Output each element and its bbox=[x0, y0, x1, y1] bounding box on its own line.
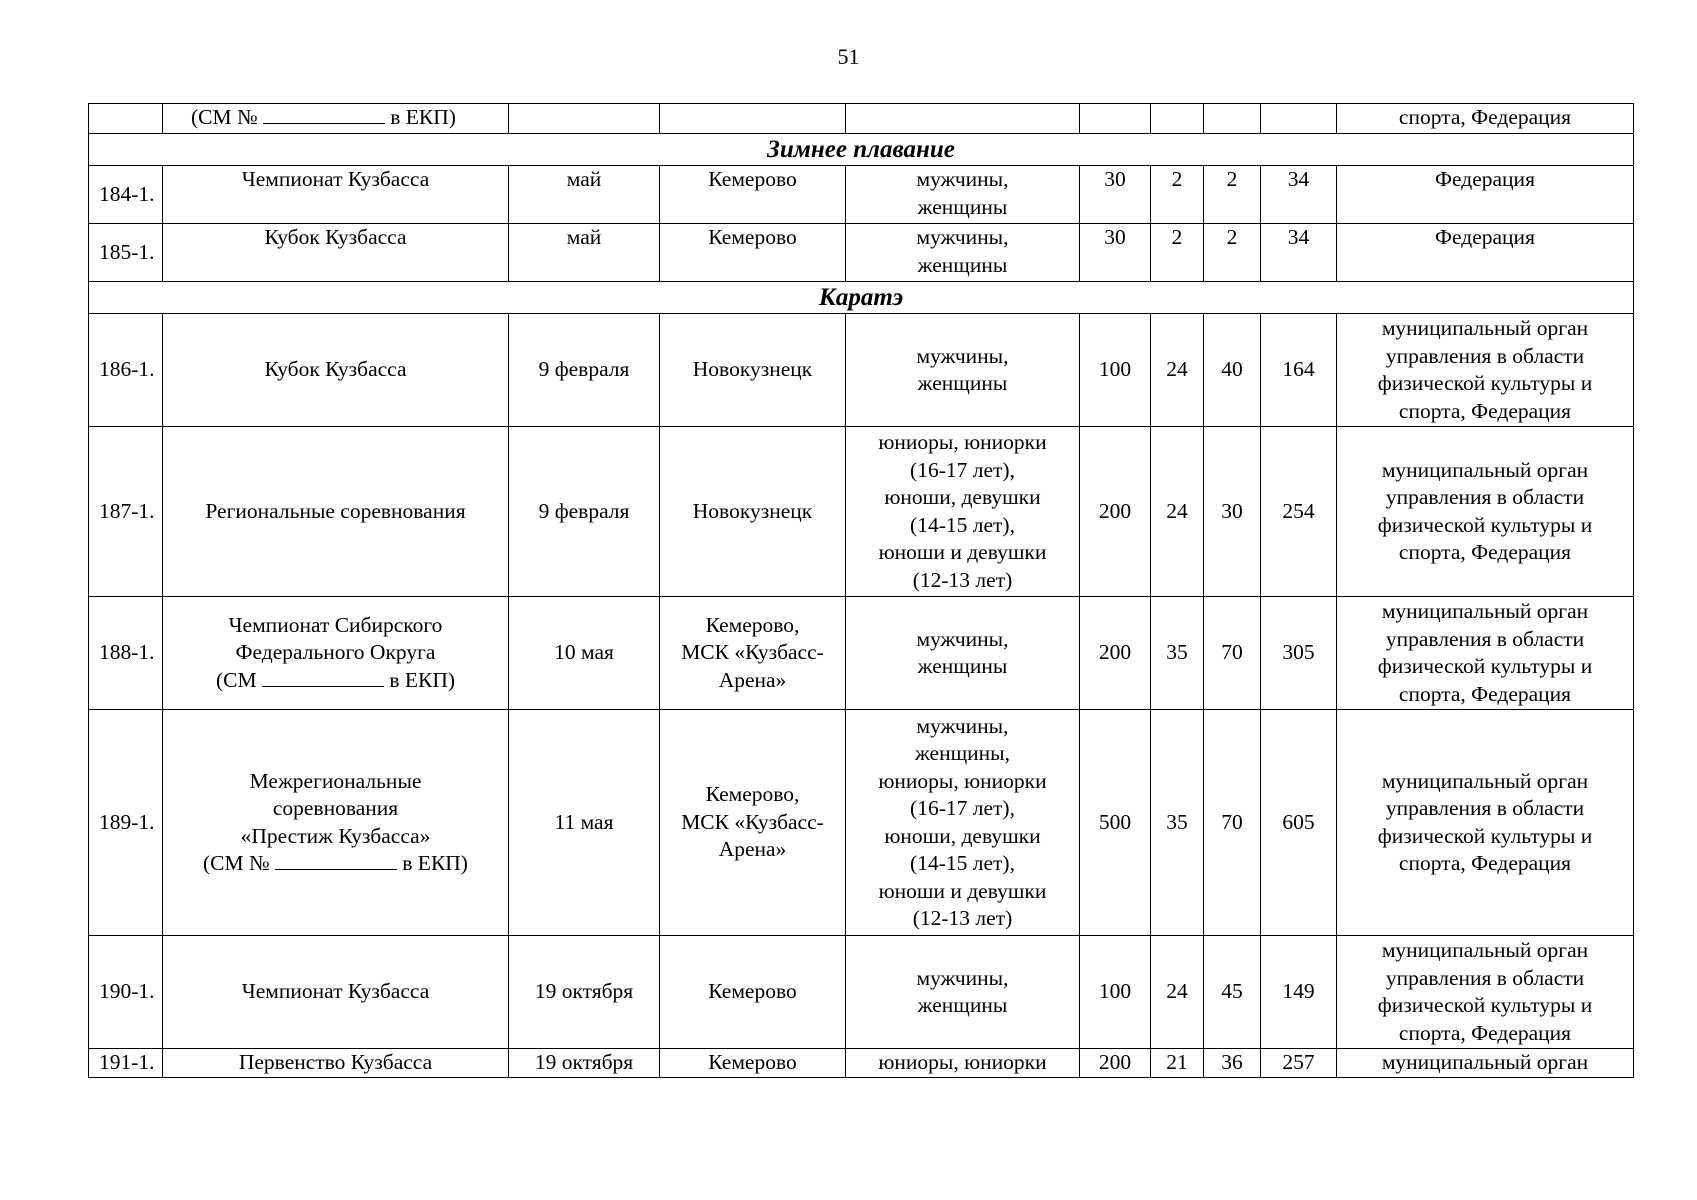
cell-athletes: 100 bbox=[1080, 936, 1151, 1049]
cell-name bbox=[163, 710, 509, 936]
participants-line: женщины bbox=[917, 993, 1008, 1017]
page-number: 51 bbox=[837, 44, 860, 69]
participants-line: юноши, девушки bbox=[884, 823, 1041, 848]
organizer-line: Федерация bbox=[1435, 225, 1535, 249]
table-body bbox=[89, 104, 1634, 1078]
cell-total: 34 bbox=[1261, 224, 1337, 282]
cell-num: 191-1. bbox=[89, 1049, 163, 1078]
cell-date: 9 февраля bbox=[509, 314, 660, 427]
cell-judges: 45 bbox=[1204, 936, 1261, 1049]
cell-participants bbox=[846, 936, 1080, 1049]
cell-organizer bbox=[1337, 710, 1634, 936]
cell-name bbox=[163, 104, 509, 134]
cell-organizer bbox=[1337, 427, 1634, 597]
cm-prefix: (СМ № bbox=[203, 851, 270, 875]
participants-line: мужчины, bbox=[916, 626, 1009, 651]
cell-participants bbox=[846, 427, 1080, 597]
cell-place bbox=[660, 104, 846, 134]
cell-participants bbox=[846, 1049, 1080, 1078]
organizer-line: спорта, Федерация bbox=[1398, 540, 1572, 564]
cell-judges: 40 bbox=[1204, 314, 1261, 427]
participants-line: женщины bbox=[917, 371, 1008, 395]
name-line: соревнования bbox=[272, 796, 399, 820]
cell-place bbox=[660, 597, 846, 710]
cell-place: Кемерово bbox=[660, 936, 846, 1049]
cell-total: 257 bbox=[1261, 1049, 1337, 1078]
participants-line: (14-15 лет), bbox=[910, 851, 1015, 875]
cell-coaches: 24 bbox=[1151, 314, 1204, 427]
cell-athletes: 500 bbox=[1080, 710, 1151, 936]
cell-organizer bbox=[1337, 1049, 1634, 1078]
name-line: Федерального Округа bbox=[235, 640, 436, 665]
participants-line: мужчины, bbox=[916, 713, 1009, 738]
cell-date: май bbox=[509, 166, 660, 224]
table-row bbox=[89, 936, 1634, 1049]
cell-total: 149 bbox=[1261, 936, 1337, 1049]
cell-date: 9 февраля bbox=[509, 427, 660, 597]
section-title: Зимнее плавание bbox=[89, 134, 1634, 166]
cell-coaches: 24 bbox=[1151, 936, 1204, 1049]
cm-suffix: в ЕКП) bbox=[402, 851, 468, 875]
organizer-line: управления в области bbox=[1385, 965, 1585, 990]
table-row bbox=[89, 1049, 1634, 1078]
organizer-line: физической культуры и bbox=[1377, 654, 1593, 678]
cell-athletes: 30 bbox=[1080, 166, 1151, 224]
place-line: Арена» bbox=[718, 837, 787, 862]
cell-judges bbox=[1204, 104, 1261, 134]
cell-name: Первенство Кузбасса bbox=[163, 1049, 509, 1078]
cm-suffix: в ЕКП) bbox=[390, 105, 456, 129]
participants-line: мужчины, bbox=[916, 343, 1009, 368]
cell-num: 190-1. bbox=[89, 936, 163, 1049]
cell-total: 164 bbox=[1261, 314, 1337, 427]
participants-line: женщины bbox=[917, 194, 1008, 219]
participants-line: (14-15 лет), bbox=[910, 512, 1015, 537]
cell-judges: 36 bbox=[1204, 1049, 1261, 1078]
cell-place: Кемерово bbox=[660, 1049, 846, 1078]
place-line: МСК «Кузбасс- bbox=[681, 640, 824, 665]
cm-prefix: (СМ bbox=[215, 667, 257, 692]
cell-participants bbox=[846, 597, 1080, 710]
name-line: Межрегиональные bbox=[249, 768, 422, 793]
cell-num: 186-1. bbox=[89, 314, 163, 427]
organizer-line: физической культуры и bbox=[1377, 512, 1593, 537]
organizer-line: муниципальный орган bbox=[1381, 938, 1589, 962]
cell-name: Чемпионат Кузбасса bbox=[163, 166, 509, 224]
cell-judges: 30 bbox=[1204, 427, 1261, 597]
place-line: Кемерово, bbox=[705, 612, 800, 637]
cell-total bbox=[1261, 104, 1337, 134]
organizer-line: Федерация bbox=[1435, 167, 1535, 191]
participants-line: (16-17 лет), bbox=[910, 457, 1015, 482]
organizer-line: спорта, Федерация bbox=[1398, 681, 1572, 706]
cell-place: Новокузнецк bbox=[660, 427, 846, 597]
cell-organizer bbox=[1337, 314, 1634, 427]
cell-num: 185-1. bbox=[89, 224, 163, 282]
organizer-line: спорта, Федерация bbox=[1398, 1020, 1572, 1045]
participants-line: женщины bbox=[917, 654, 1008, 678]
organizer-line: физической культуры и bbox=[1377, 371, 1593, 395]
participants-line: юноши, девушки bbox=[884, 485, 1041, 509]
place-line: Кемерово, bbox=[705, 782, 800, 807]
organizer-line: муниципальный орган bbox=[1381, 316, 1589, 340]
cell-organizer bbox=[1337, 597, 1634, 710]
organizer-line: управления в области bbox=[1385, 626, 1585, 651]
cell-athletes: 100 bbox=[1080, 314, 1151, 427]
cm-blank-line bbox=[275, 851, 397, 870]
participants-line: (12-13 лет) bbox=[912, 906, 1013, 930]
cell-date: 10 мая bbox=[509, 597, 660, 710]
cell-athletes: 30 bbox=[1080, 224, 1151, 282]
participants-line: (12-13 лет) bbox=[912, 567, 1013, 592]
cell-total: 305 bbox=[1261, 597, 1337, 710]
cell-name: Чемпионат Кузбасса bbox=[163, 936, 509, 1049]
organizer-line: муниципальный орган bbox=[1381, 599, 1589, 623]
cell-date: 19 октября bbox=[509, 1049, 660, 1078]
cm-blank-line bbox=[262, 668, 384, 687]
organizer-line: муниципальный орган bbox=[1381, 768, 1589, 793]
participants-line: мужчины, bbox=[916, 965, 1009, 990]
place-line: МСК «Кузбасс- bbox=[681, 809, 824, 834]
cell-total: 605 bbox=[1261, 710, 1337, 936]
cell-participants bbox=[846, 104, 1080, 134]
name-line: Чемпионат Сибирского bbox=[228, 612, 443, 637]
cell-organizer: спорта, Федерация bbox=[1337, 104, 1634, 134]
organizer-line: муниципальный орган bbox=[1381, 457, 1589, 482]
organizer-line: муниципальный орган bbox=[1381, 1050, 1589, 1074]
cell-coaches bbox=[1151, 104, 1204, 134]
participants-line: (16-17 лет), bbox=[910, 796, 1015, 820]
cm-line bbox=[166, 667, 505, 695]
cell-coaches: 2 bbox=[1151, 166, 1204, 224]
cell-name: Региональные соревнования bbox=[163, 427, 509, 597]
cell-judges: 70 bbox=[1204, 597, 1261, 710]
cell-coaches: 24 bbox=[1151, 427, 1204, 597]
participants-line: юниоры, юниорки bbox=[878, 1050, 1047, 1074]
cell-date: 19 октября bbox=[509, 936, 660, 1049]
cell-place: Кемерово bbox=[660, 166, 846, 224]
organizer-line: физической культуры и bbox=[1377, 993, 1593, 1017]
cell-participants bbox=[846, 314, 1080, 427]
cell-place: Новокузнецк bbox=[660, 314, 846, 427]
section-header-row bbox=[89, 134, 1634, 166]
organizer-line: физической культуры и bbox=[1377, 823, 1593, 848]
table-row bbox=[89, 710, 1634, 936]
cell-name: Кубок Кузбасса bbox=[163, 224, 509, 282]
section-title: Каратэ bbox=[89, 282, 1634, 314]
cell-athletes: 200 bbox=[1080, 1049, 1151, 1078]
participants-line: женщины, bbox=[914, 741, 1010, 765]
events-table bbox=[88, 103, 1634, 1078]
cell-num bbox=[89, 104, 163, 134]
participants-line: юниоры, юниорки bbox=[878, 768, 1047, 793]
cm-blank-line bbox=[263, 105, 385, 124]
cell-organizer bbox=[1337, 166, 1634, 224]
organizer-line: управления в области bbox=[1385, 796, 1585, 820]
participants-line: юниоры, юниорки bbox=[878, 430, 1047, 454]
cell-coaches: 35 bbox=[1151, 710, 1204, 936]
cell-participants bbox=[846, 224, 1080, 282]
cell-name bbox=[163, 597, 509, 710]
table-row bbox=[89, 314, 1634, 427]
cell-coaches: 21 bbox=[1151, 1049, 1204, 1078]
participants-line: юноши и девушки bbox=[878, 540, 1047, 564]
cell-judges: 70 bbox=[1204, 710, 1261, 936]
cell-total: 34 bbox=[1261, 166, 1337, 224]
participants-line: женщины bbox=[917, 252, 1008, 277]
cell-place: Кемерово bbox=[660, 224, 846, 282]
cell-organizer bbox=[1337, 224, 1634, 282]
place-line: Арена» bbox=[718, 667, 787, 692]
cell-athletes bbox=[1080, 104, 1151, 134]
cm-suffix: в ЕКП) bbox=[389, 667, 456, 692]
cell-num: 187-1. bbox=[89, 427, 163, 597]
name-line: «Престиж Кузбасса» bbox=[240, 823, 431, 848]
participants-line: мужчины, bbox=[916, 167, 1009, 191]
table-row bbox=[89, 166, 1634, 224]
cell-place bbox=[660, 710, 846, 936]
cell-organizer bbox=[1337, 936, 1634, 1049]
cell-num: 189-1. bbox=[89, 710, 163, 936]
cell-date: май bbox=[509, 224, 660, 282]
table-row bbox=[89, 597, 1634, 710]
cm-line bbox=[166, 850, 505, 878]
participants-line: юноши и девушки bbox=[878, 878, 1047, 903]
cell-total: 254 bbox=[1261, 427, 1337, 597]
cell-athletes: 200 bbox=[1080, 597, 1151, 710]
cell-participants bbox=[846, 166, 1080, 224]
organizer-line: спорта, Федерация bbox=[1398, 398, 1572, 423]
table-row-continuation bbox=[89, 104, 1634, 134]
organizer-line: управления в области bbox=[1385, 485, 1585, 509]
cell-date bbox=[509, 104, 660, 134]
cell-judges: 2 bbox=[1204, 224, 1261, 282]
cell-judges: 2 bbox=[1204, 166, 1261, 224]
table-row bbox=[89, 224, 1634, 282]
cell-coaches: 35 bbox=[1151, 597, 1204, 710]
cm-prefix: (СМ № bbox=[191, 105, 258, 129]
cell-participants bbox=[846, 710, 1080, 936]
participants-line: мужчины, bbox=[916, 225, 1009, 249]
table-row bbox=[89, 427, 1634, 597]
cell-coaches: 2 bbox=[1151, 224, 1204, 282]
cell-num: 188-1. bbox=[89, 597, 163, 710]
organizer-line: управления в области bbox=[1385, 343, 1585, 368]
section-header-row bbox=[89, 282, 1634, 314]
cell-name: Кубок Кузбасса bbox=[163, 314, 509, 427]
cell-date: 11 мая bbox=[509, 710, 660, 936]
cell-num: 184-1. bbox=[89, 166, 163, 224]
cell-athletes: 200 bbox=[1080, 427, 1151, 597]
organizer-line: спорта, Федерация bbox=[1398, 851, 1572, 875]
